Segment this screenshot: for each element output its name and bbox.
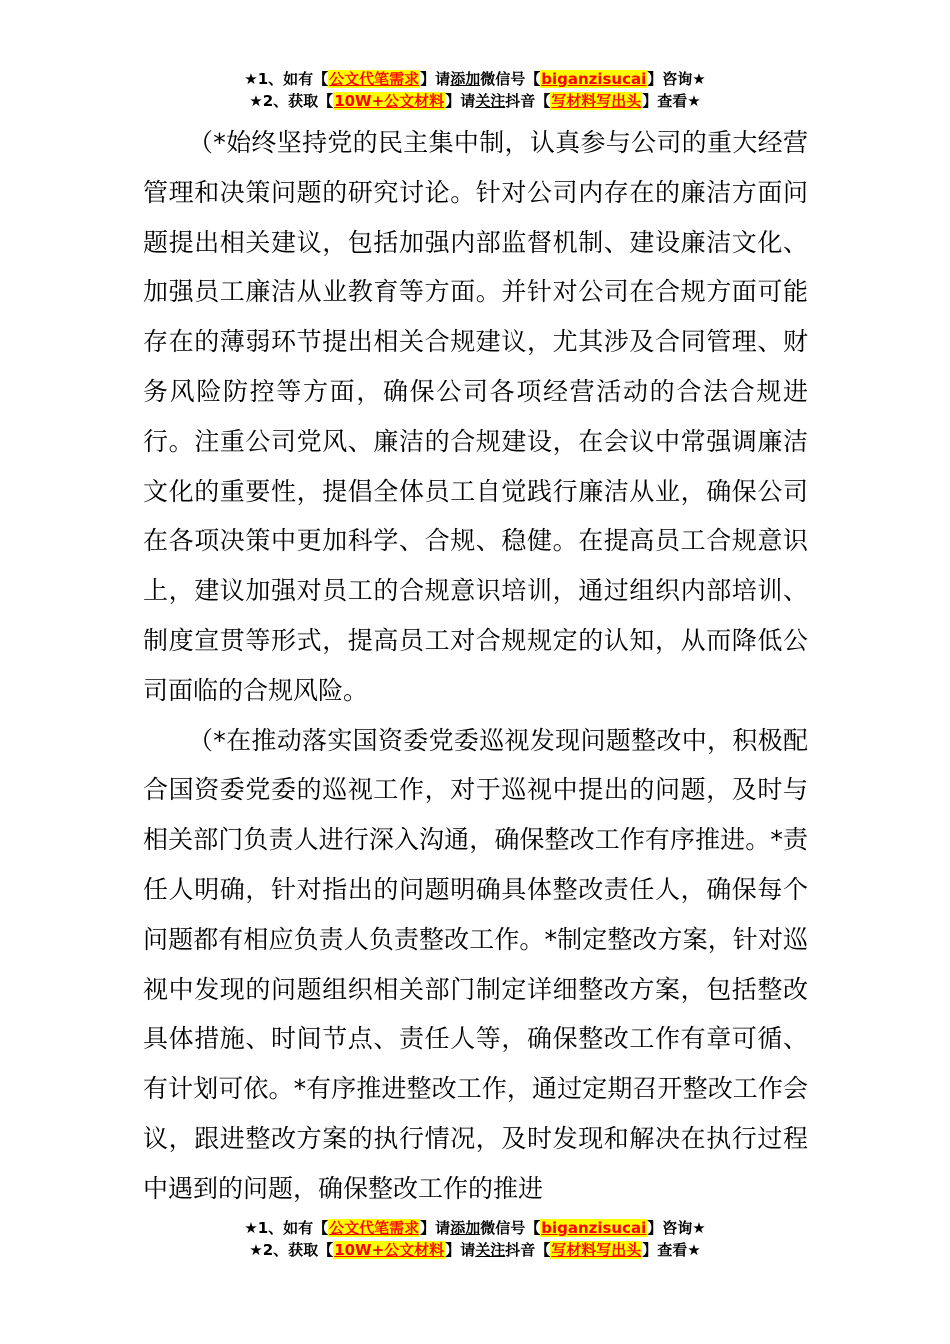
highlight-wechat-id: biganzisucai bbox=[541, 70, 647, 88]
banner-underlined: 关注 bbox=[475, 92, 506, 110]
banner-text: 】查看★ bbox=[642, 1241, 701, 1259]
footer-banner bbox=[0, 1217, 950, 1261]
header-line-2 bbox=[0, 90, 950, 112]
banner-text: ★1、如有【 bbox=[244, 70, 329, 88]
banner-text: 抖音【 bbox=[505, 1241, 551, 1259]
banner-underlined: 添加 bbox=[450, 70, 481, 88]
banner-text: 微信号【 bbox=[480, 1219, 541, 1237]
paragraph-2: （*在推动落实国资委党委巡视发现问题整改中，积极配合国资委党委的巡视工作，对于巡视中提出的问题，及时与相关部门负责人进行深入沟通，确保整改工作有序推进。*责任人明确，针对指出的问题明确具体整改责任人，确保每个问题都有相应负责人负责整改工作。*制定整改方案，针对巡视中发现的问题组织相关部门制定详细整改方案，包括整改具体措施、时间节点、责任人等，确保整改工作有章可循、有计划可依。*有序推进整改工作，通过定期召开整改工作会议，跟进整改方案的执行情况，及时发现和解决在执行过程中遇到的问题，确保整改工作的推进 bbox=[143, 725, 808, 1203]
banner-underlined: 添加 bbox=[450, 1219, 481, 1237]
highlight-wechat-id: biganzisucai bbox=[541, 1219, 647, 1237]
banner-underlined: 关注 bbox=[475, 1241, 506, 1259]
banner-text: 】咨询★ bbox=[647, 70, 706, 88]
document-body bbox=[143, 118, 808, 1214]
banner-text: 】查看★ bbox=[642, 92, 701, 110]
highlight-service: 公文代笔需求 bbox=[329, 70, 420, 88]
highlight-service: 公文代笔需求 bbox=[329, 1219, 420, 1237]
banner-text: ★2、获取【 bbox=[249, 1241, 334, 1259]
highlight-douyin-account: 写材料写出头 bbox=[551, 1241, 642, 1259]
footer-line-1 bbox=[0, 1217, 950, 1239]
banner-text: ★2、获取【 bbox=[249, 92, 334, 110]
banner-text: ★1、如有【 bbox=[244, 1219, 329, 1237]
header-line-1 bbox=[0, 68, 950, 90]
highlight-douyin-account: 写材料写出头 bbox=[551, 92, 642, 110]
highlight-materials: 10W+公文材料 bbox=[334, 1241, 445, 1259]
highlight-materials: 10W+公文材料 bbox=[334, 92, 445, 110]
paragraph-1: （*始终坚持党的民主集中制，认真参与公司的重大经营管理和决策问题的研究讨论。针对公司内存在的廉洁方面问题提出相关建议，包括加强内部监督机制、建设廉洁文化、加强员工廉洁从业教育等方面。并针对公司在合规方面可能存在的薄弱环节提出相关合规建议，尤其涉及合同管理、财务风险防控等方面，确保公司各项经营活动的合法合规进行。注重公司党风、廉洁的合规建设，在会议中常强调廉洁文化的重要性，提倡全体员工自觉践行廉洁从业，确保公司在各项决策中更加科学、合规、稳健。在提高员工合规意识上，建议加强对员工的合规意识培训，通过组织内部培训、制度宣贯等形式，提高员工对合规规定的认知，从而降低公司面临的合规风险。 bbox=[143, 128, 808, 705]
banner-text: 】请 bbox=[445, 1241, 476, 1259]
banner-text: 】请 bbox=[445, 92, 476, 110]
banner-text: 微信号【 bbox=[480, 70, 541, 88]
header-banner bbox=[0, 68, 950, 112]
banner-text: 】请 bbox=[420, 70, 451, 88]
banner-text: 】咨询★ bbox=[647, 1219, 706, 1237]
banner-text: 】请 bbox=[420, 1219, 451, 1237]
footer-line-2 bbox=[0, 1239, 950, 1261]
banner-text: 抖音【 bbox=[505, 92, 551, 110]
